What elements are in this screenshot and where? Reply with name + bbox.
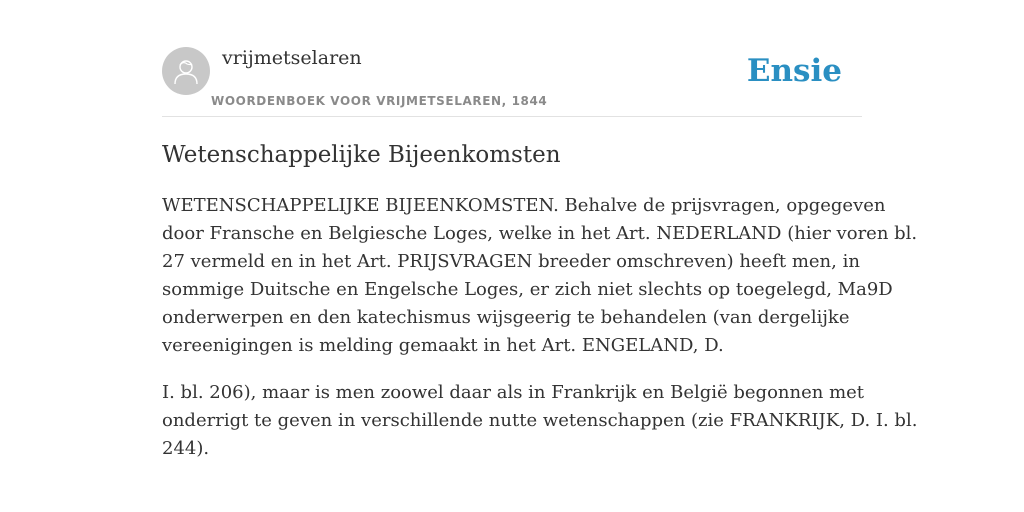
paragraph-2 xyxy=(162,379,918,463)
ensie-logo[interactable]: Ensie xyxy=(746,53,842,89)
text-line: vereenigingen is melding gemaakt in het Art. ENGELAND, D. xyxy=(162,335,724,356)
text-line: WETENSCHAPPELIJKE BIJEENKOMSTEN. Behalve de prijsvragen, opgegeven xyxy=(162,195,886,216)
text-line: door Fransche en Belgiesche Loges, welke in het Art. NEDERLAND (hier voren bl. xyxy=(162,223,918,244)
source-label[interactable]: WOORDENBOEK VOOR VRIJMETSELAREN, 1844 xyxy=(211,94,548,108)
user-silhouette-icon xyxy=(171,56,201,86)
text-line: 27 vermeld en in het Art. PRIJSVRAGEN breeder omschreven) heeft men, in xyxy=(162,251,860,272)
text-line: 244). xyxy=(162,438,210,459)
author-avatar[interactable] xyxy=(162,47,210,95)
text-line: onderrigt te geven in verschillende nutte wetenschappen (zie FRANKRIJK, D. I. bl. xyxy=(162,410,918,431)
paragraph-1 xyxy=(162,192,918,360)
entry-header xyxy=(162,46,862,117)
text-line: I. bl. 206), maar is men zoowel daar als in Frankrijk en België begonnen met xyxy=(162,382,865,403)
entry-body xyxy=(162,192,918,482)
text-line: onderwerpen en den katechismus wijsgeerig te behandelen (van dergelijke xyxy=(162,307,850,328)
author-name[interactable]: vrijmetselaren xyxy=(222,47,362,69)
entry-title: Wetenschappelijke Bijeenkomsten xyxy=(162,142,561,168)
text-line: sommige Duitsche en Engelsche Loges, er zich niet slechts op toegelegd, Ma9D xyxy=(162,279,893,300)
